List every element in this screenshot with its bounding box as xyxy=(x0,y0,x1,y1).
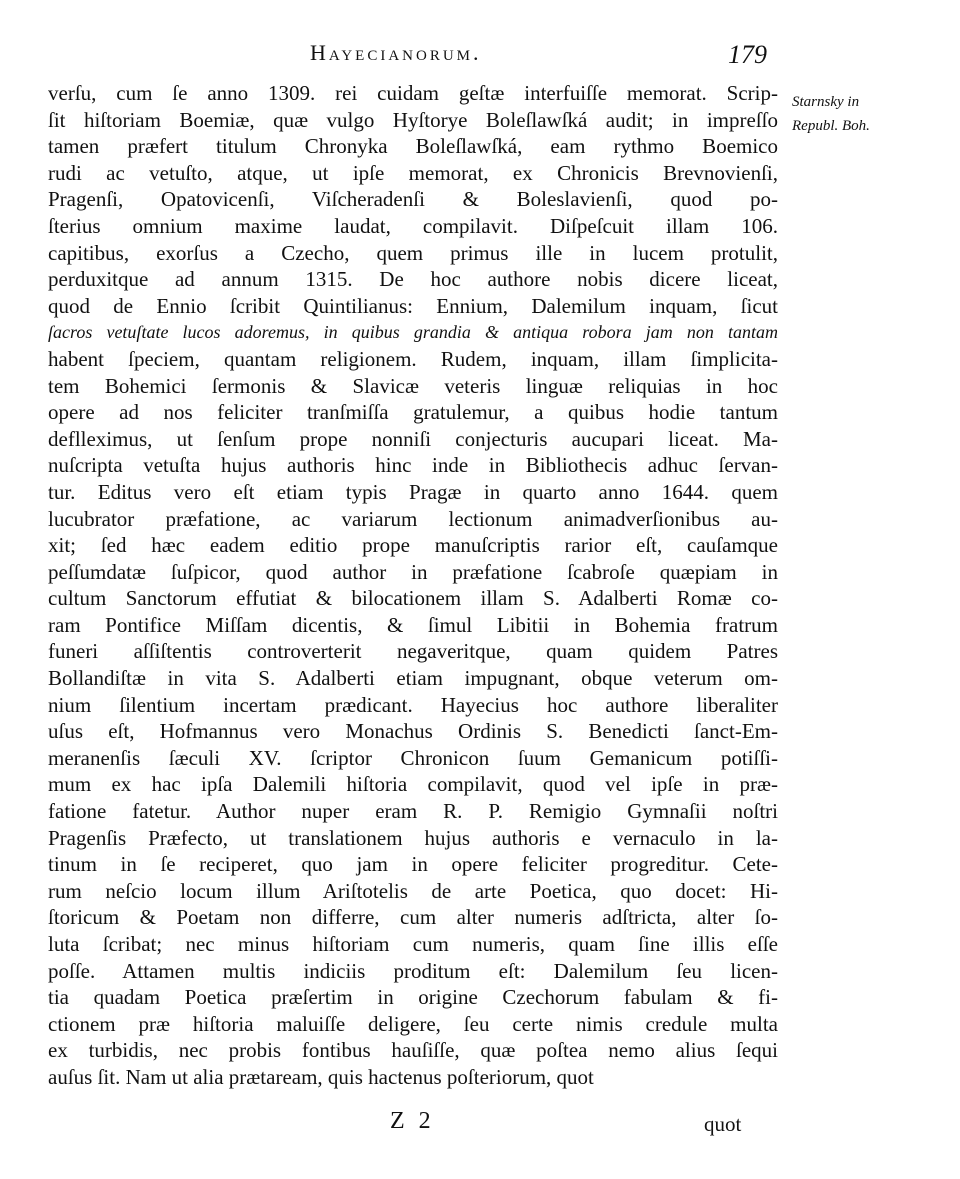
margin-note-line: Republ. Boh. xyxy=(792,118,870,134)
text-line: peſſumdatæ ſuſpicor, quod author in præfatione ſcabroſe quæpiam in xyxy=(48,559,778,584)
text-line: ram Pontifice Miſſam dicentis, & ſimul Libitii in Bohemia fratrum xyxy=(48,612,778,637)
text-line: opere ad nos feliciter tranſmiſſa gratulemur, a quibus hodie tantum xyxy=(48,400,778,425)
text-line: quod de Ennio ſcribit Quintilianus: Ennium, Dalemilum inquam, ſicut xyxy=(48,293,778,318)
text-line: mum ex hac ipſa Dalemili hiſtoria compilavit, quod vel ipſe in præ- xyxy=(48,772,778,797)
text-line: ſtoricum & Poetam non differre, cum alter numeris adſtricta, alter ſo- xyxy=(48,905,778,930)
text-line: perduxitque ad annum 1315. De hoc authore nobis dicere liceat, xyxy=(48,267,778,292)
text-line: ſterius omnium maxime laudat, compilavit. Diſpeſcuit illam 106. xyxy=(48,213,778,238)
catchword: quot xyxy=(704,1112,742,1136)
margin-note xyxy=(792,90,942,138)
text-line: ex turbidis, nec probis fontibus hauſiſſe, quæ poſtea nemo alius ſequi xyxy=(48,1038,778,1063)
text-line: nium ſilentium incertam prædicant. Hayecius hoc authore liberaliter xyxy=(48,692,778,717)
text-line: capitibus, exorſus a Czecho, quem primus ille in lucem protulit, xyxy=(48,240,778,265)
text-line: Bollandiſtæ in vita S. Adalberti etiam impugnant, obque veterum om- xyxy=(48,666,778,691)
text-line: cultum Sanctorum effutiat & bilocationem illam S. Adalberti Romæ co- xyxy=(48,586,778,611)
signature-mark: Z 2 xyxy=(390,1108,435,1134)
text-line: tinum in ſe reciperet, quo jam in opere feliciter progreditur. Cete- xyxy=(48,852,778,877)
text-line: Pragenſi, Opatovicenſi, Viſcheradenſi & Boleslavienſi, quod po- xyxy=(48,187,778,212)
text-line: meranenſis ſæculi XV. ſcriptor Chronicon ſuum Gemanicum potiſſi- xyxy=(48,745,778,770)
text-line: xit; ſed hæc eadem editio prope manuſcriptis rarior eſt, cauſamque xyxy=(48,533,778,558)
text-line: funeri aſſiſtentis controverterit negaveritque, quam quidem Patres xyxy=(48,639,778,664)
text-line: ſit hiſtoriam Boemiæ, quæ vulgo Hyſtorye Boleſlawſká audit; in impreſſo xyxy=(48,107,778,132)
text-line: auſus ſit. Nam ut alia prætaream, quis hactenus poſteriorum, quot xyxy=(48,1064,594,1089)
text-line: tia quadam Poetica præſertim in origine Czechorum fabulam & fi- xyxy=(48,985,778,1010)
text-line: Pragenſis Præfecto, ut translationem hujus authoris e vernaculo in la- xyxy=(48,825,778,850)
text-line: poſſe. Attamen multis indiciis proditum eſt: Dalemilum ſeu licen- xyxy=(48,958,778,983)
text-line: tem Bohemici ſermonis & Slavicæ veteris linguæ reliquias in hoc xyxy=(48,373,778,398)
text-line: luta ſcribat; nec minus hiſtoriam cum numeris, quam ſine illis eſſe xyxy=(48,932,778,956)
text-line: nuſcripta vetuſta hujus authoris hinc inde in Bibliothecis adhuc ſervan- xyxy=(48,453,778,478)
text-line: ſacros vetuſtate lucos adoremus, in quibus grandia & antiqua robora jam non tantam xyxy=(48,322,778,343)
text-line: rudi ac vetuſto, atque, ut ipſe memorat, ex Chronicis Brevnovienſi, xyxy=(48,160,778,185)
page-number: 179 xyxy=(728,40,767,69)
text-line: tamen præfert titulum Chronyka Boleſlawſká, eam rythmo Boemico xyxy=(48,134,778,159)
text-line: habent ſpeciem, quantam religionem. Rudem, inquam, illam ſimplicita- xyxy=(48,346,778,371)
text-line: tur. Editus vero eſt etiam typis Pragæ in quarto anno 1644. quem xyxy=(48,479,778,504)
text-line: deflleximus, ut ſenſum prope nonniſi conjecturis aucupari liceat. Ma- xyxy=(48,426,778,451)
text-line: rum neſcio locum illum Ariſtotelis de arte Poetica, quo docet: Hi- xyxy=(48,878,778,903)
text-line: verſu, cum ſe anno 1309. rei cuidam geſtæ interfuiſſe memorat. Scrip- xyxy=(48,81,778,105)
text-line: uſus eſt, Hofmannus vero Monachus Ordinis S. Benedicti ſanct-Em- xyxy=(48,719,778,744)
text-line: ctionem præ hiſtoria maluiſſe deligere, ſeu certe nimis credule multa xyxy=(48,1011,778,1036)
running-head: Hayecianorum. xyxy=(310,40,482,65)
margin-note-line: Starnsky in xyxy=(792,94,860,110)
body-text xyxy=(48,80,778,1091)
text-line: fatione fatetur. Author nuper eram R. P. Remigio Gymnaſii noſtri xyxy=(48,799,778,824)
text-line: lucubrator præfatione, ac variarum lectionum animadverſionibus au- xyxy=(48,506,778,531)
